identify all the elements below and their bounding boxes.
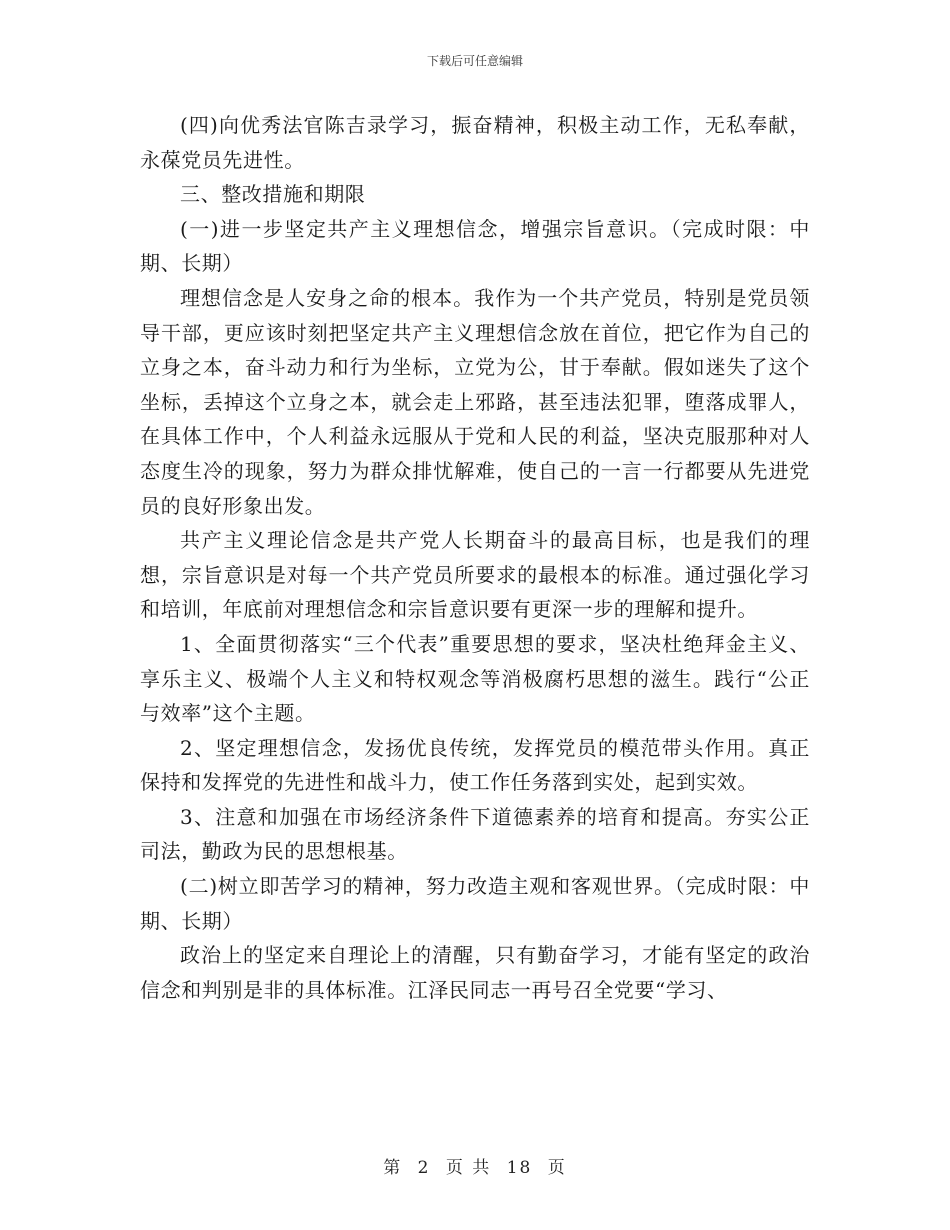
footer-middle: 页 共 bbox=[445, 1158, 492, 1178]
paragraph: (四)向优秀法官陈吉录学习，振奋精神，积极主动工作，无私奉献，永葆党员先进性。 bbox=[140, 113, 810, 172]
page-header: 下载后可任意编辑 bbox=[426, 54, 523, 68]
section-heading: 三、整改措施和期限 bbox=[180, 182, 366, 207]
paragraph: 理想信念是人安身之命的根本。我作为一个共产党员，特别是党员领导干部，更应该时刻把坚定共产主义理想信念放在首位，把它作为自己的立身之本，奋斗动力和行为坐标，立党为公，甘于奉献。假如迷失了这个坐标，丢掉这个立身之本，就会走上邪路，甚至违法犯罪，堕落成罪人，在具体工作中，个人利益永远服从于党和人民的利益，坚决克服那种对人态度生冷的现象，努力为群众排忧解难，使自己的一言一行都要从先进党员的良好形象出发。 bbox=[140, 285, 810, 518]
footer-suffix: 页 bbox=[547, 1158, 567, 1178]
page-number-footer bbox=[0, 1153, 950, 1178]
paragraph: 政治上的坚定来自理论上的清醒，只有勤奋学习，才能有坚定的政治信念和判别是非的具体标准。江泽民同志一再号召全党要“学习、 bbox=[140, 943, 810, 1002]
list-item: 3、注意和加强在市场经济条件下道德素养的培育和提高。夯实公正司法，勤政为民的思想根基。 bbox=[140, 804, 810, 864]
paragraph: 共产主义理论信念是共产党人长期奋斗的最高目标，也是我们的理想，宗旨意识是对每一个共产党员所要求的最根本的标准。通过强化学习和培训，年底前对理想信念和宗旨意识要有更深一步的理解和提升。 bbox=[140, 528, 810, 622]
total-page-count: 18 bbox=[506, 1158, 533, 1178]
document-body bbox=[140, 108, 810, 1007]
list-item: 1、全面贯彻落实“三个代表”重要思想的要求，坚决杜绝拜金主义、享乐主义、极端个人主义和特权观念等消极腐朽思想的滋生。践行“公正与效率”这个主题。 bbox=[140, 631, 810, 726]
current-page-number: 2 bbox=[417, 1158, 431, 1178]
footer-prefix: 第 bbox=[383, 1158, 403, 1178]
subsection-heading: (二)树立即苦学习的精神，努力改造主观和客观世界。（完成时限：中期、长期） bbox=[140, 874, 810, 933]
list-item: 2、坚定理想信念，发扬优良传统，发挥党员的模范带头作用。真正保持和发挥党的先进性和战斗力，使工作任务落到实处，起到实效。 bbox=[140, 735, 810, 795]
subsection-heading: (一)进一步坚定共产主义理想信念，增强宗旨意识。（完成时限：中期、长期） bbox=[140, 216, 810, 276]
